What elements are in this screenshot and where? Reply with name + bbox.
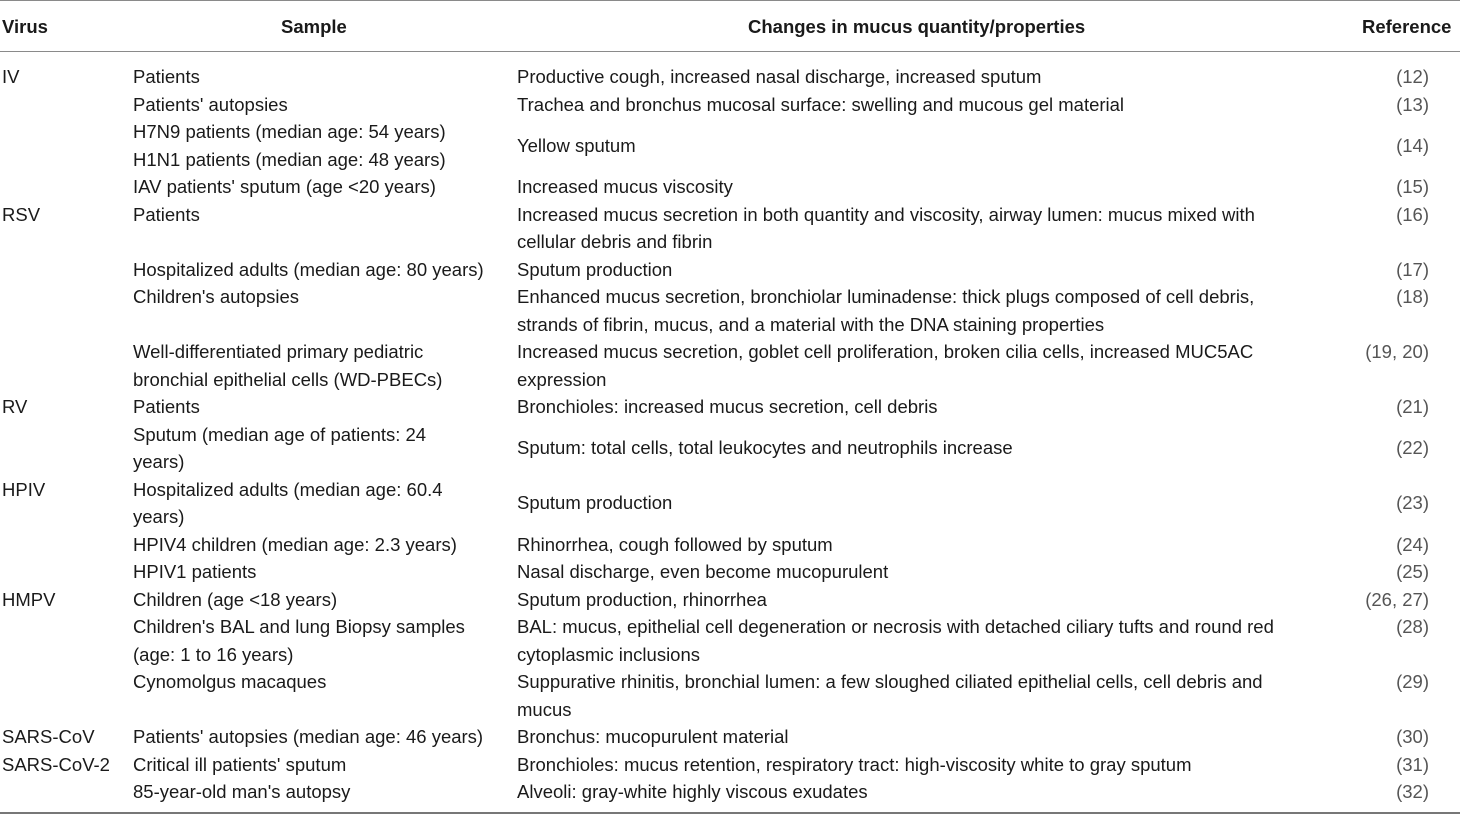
reference-cell: (18): [1396, 286, 1429, 307]
virus-cell: SARS-CoV-2: [2, 753, 110, 775]
changes-cell: Rhinorrhea, cough followed by sputum: [517, 533, 833, 555]
changes-cell: Suppurative rhinitis, bronchial lumen: a few sloughed ciliated epithelial cells, cell debris and mucus: [517, 671, 1263, 720]
sample-cell: Patients' autopsies: [133, 93, 288, 115]
sample-cell: Patients' autopsies (median age: 46 years): [133, 726, 484, 747]
sample-cell: Sputum (median age of patients: 24 years): [133, 423, 427, 472]
sample-cell: Children (age <18 years): [133, 588, 338, 610]
changes-cell: Bronchus: mucopurulent material: [517, 726, 789, 747]
header-rule: [0, 51, 1460, 52]
header-changes: Changes in mucus quantity/properties: [748, 16, 1086, 37]
changes-cell: Bronchioles: increased mucus secretion, cell debris: [517, 396, 938, 417]
changes-cell: Sputum: total cells, total leukocytes and neutrophils increase: [517, 437, 1013, 459]
virus-cell: HPIV: [2, 478, 46, 500]
reference-cell: (32): [1396, 781, 1429, 802]
reference-cell: (29): [1396, 671, 1429, 692]
changes-cell: Nasal discharge, even become mucopurulent: [517, 561, 889, 582]
sample-cell: Patients: [133, 203, 200, 225]
changes-cell: Increased mucus secretion, goblet cell proliferation, broken cilia cells, increased MUC5AC expression: [517, 341, 1254, 390]
changes-cell: Enhanced mucus secretion, bronchiolar luminadense: thick plugs composed of cell debris, strands of fibrin, mucus, and a material with the DNA staining properties: [517, 286, 1255, 335]
reference-cell: (14): [1396, 134, 1429, 156]
virus-cell: HMPV: [2, 588, 56, 610]
reference-cell: (22): [1396, 437, 1429, 459]
sample-cell: Children's autopsies: [133, 286, 300, 307]
sample-cell: Well-differentiated primary pediatric bronchial epithelial cells (WD-PBECs): [133, 341, 443, 390]
reference-cell: (17): [1396, 258, 1429, 280]
top-rule: [0, 0, 1460, 1]
sample-cell: Children's BAL and lung Biopsy samples (age: 1 to 16 years): [133, 616, 465, 665]
reference-cell: (25): [1396, 561, 1429, 582]
bottom-rule: [0, 812, 1460, 814]
changes-cell: Trachea and bronchus mucosal surface: swelling and mucous gel material: [517, 93, 1125, 115]
virus-cell: SARS-CoV: [2, 726, 95, 747]
reference-cell: (30): [1396, 726, 1429, 747]
virus-cell: RV: [2, 396, 28, 417]
reference-cell: (23): [1396, 492, 1429, 514]
sample-cell: IAV patients' sputum (age <20 years): [133, 176, 436, 197]
reference-cell: (15): [1396, 176, 1429, 197]
changes-cell: BAL: mucus, epithelial cell degeneration or necrosis with detached ciliary tufts and round red cytoplasmic inclusions: [517, 616, 1274, 665]
sample-cell: 85-year-old man's autopsy: [133, 781, 351, 802]
sample-cell: H7N9 patients (median age: 54 years) H1N1 patients (median age: 48 years): [133, 121, 446, 170]
sample-cell: Hospitalized adults (median age: 60.4 years): [133, 478, 443, 527]
sample-cell: Hospitalized adults (median age: 80 years): [133, 258, 484, 280]
sample-cell: Patients: [133, 66, 200, 87]
changes-cell: Bronchioles: mucus retention, respiratory tract: high-viscosity white to gray sputum: [517, 753, 1192, 775]
header-virus: Virus: [2, 16, 48, 37]
reference-cell: (21): [1396, 396, 1429, 417]
reference-cell: (26, 27): [1365, 588, 1429, 610]
changes-cell: Sputum production: [517, 258, 673, 280]
reference-cell: (12): [1396, 66, 1429, 87]
reference-cell: (13): [1396, 93, 1429, 115]
header-reference: Reference: [1362, 16, 1452, 37]
changes-cell: Sputum production, rhinorrhea: [517, 588, 767, 610]
header-sample: Sample: [281, 16, 347, 37]
reference-cell: (24): [1396, 533, 1429, 555]
sample-cell: Patients: [133, 396, 200, 417]
changes-cell: Alveoli: gray-white highly viscous exudates: [517, 781, 868, 802]
changes-cell: Increased mucus viscosity: [517, 176, 733, 197]
sample-cell: HPIV4 children (median age: 2.3 years): [133, 533, 457, 555]
virus-cell: IV: [2, 66, 20, 87]
virus-cell: RSV: [2, 203, 41, 225]
sample-cell: HPIV1 patients: [133, 561, 257, 582]
sample-cell: Critical ill patients' sputum: [133, 753, 347, 775]
reference-cell: (16): [1396, 203, 1429, 225]
changes-cell: Productive cough, increased nasal discharge, increased sputum: [517, 66, 1042, 87]
reference-cell: (19, 20): [1365, 341, 1429, 362]
reference-cell: (31): [1396, 753, 1429, 775]
sample-cell: Cynomolgus macaques: [133, 671, 327, 692]
changes-cell: Yellow sputum: [517, 134, 636, 156]
changes-cell: Sputum production: [517, 492, 673, 514]
changes-cell: Increased mucus secretion in both quantity and viscosity, airway lumen: mucus mixed with cellular debris and fibrin: [517, 203, 1255, 252]
reference-cell: (28): [1396, 616, 1429, 637]
